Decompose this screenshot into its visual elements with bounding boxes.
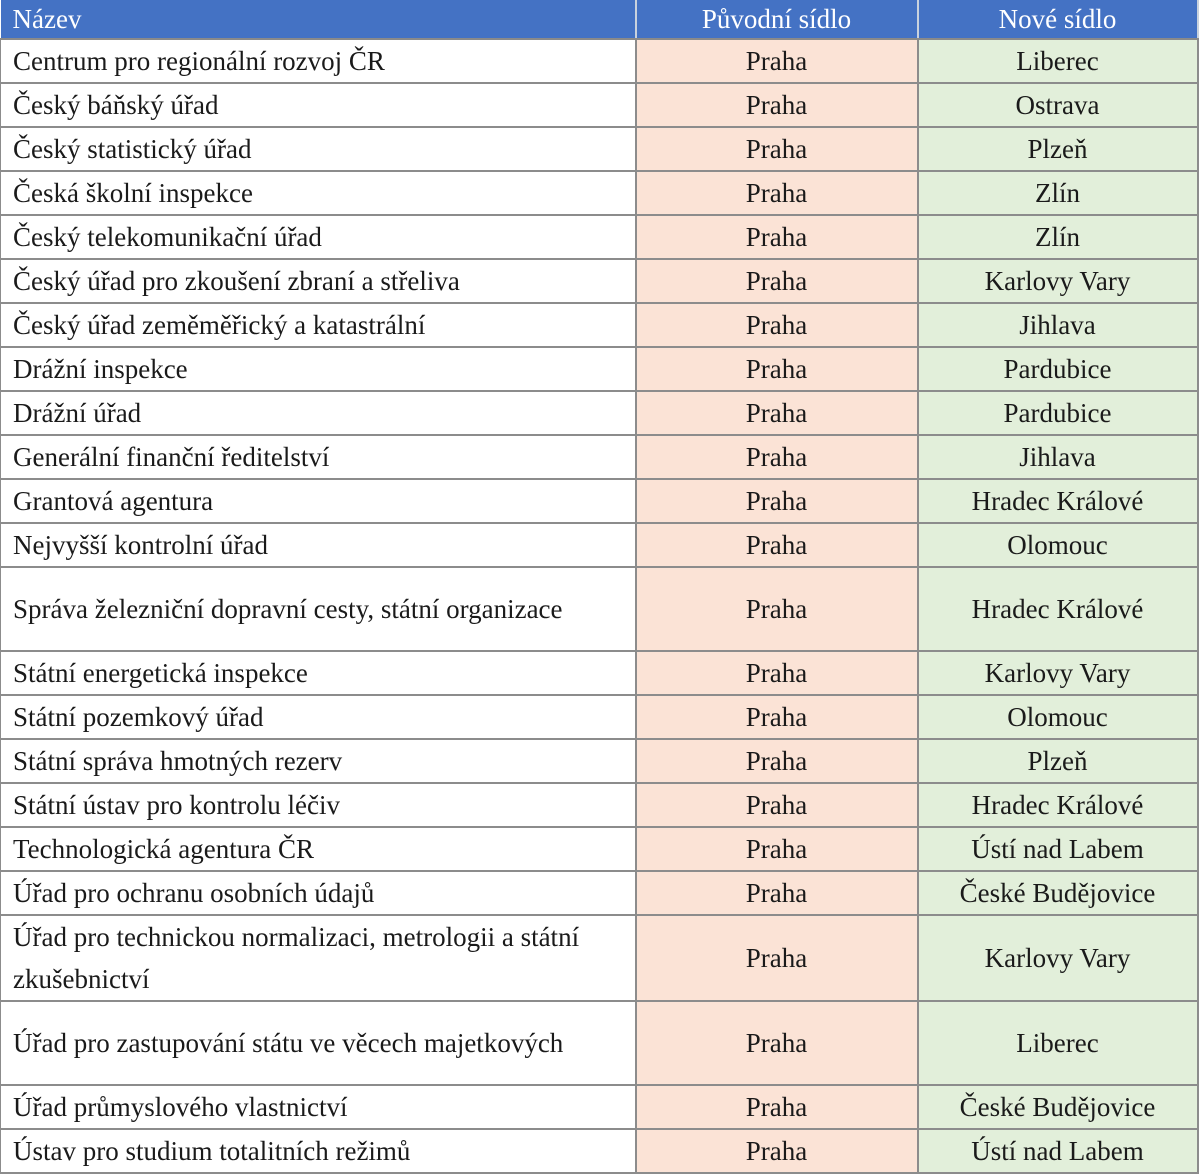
cell-name: Úřad pro ochranu osobních údajů [1,871,636,915]
table-row [1,871,1198,915]
cell-new-seat: Ostrava [918,83,1198,127]
table-row [1,39,1198,83]
table-row [1,567,1198,651]
cell-original-seat: Praha [636,83,918,127]
cell-new-seat: Hradec Králové [918,783,1198,827]
cell-new-seat: Olomouc [918,523,1198,567]
header-new-seat: Nové sídlo [918,0,1198,39]
cell-new-seat: Karlovy Vary [918,259,1198,303]
cell-original-seat: Praha [636,1001,918,1085]
cell-new-seat: Hradec Králové [918,479,1198,523]
cell-new-seat: Karlovy Vary [918,915,1198,1001]
table-row [1,303,1198,347]
cell-new-seat: Plzeň [918,127,1198,171]
table-row [1,127,1198,171]
cell-new-seat: Zlín [918,171,1198,215]
header-row [1,0,1198,39]
table-row [1,215,1198,259]
cell-new-seat: Liberec [918,1001,1198,1085]
cell-name: Český úřad zeměměřický a katastrální [1,303,636,347]
header-original-seat: Původní sídlo [636,0,918,39]
cell-name: Technologická agentura ČR [1,827,636,871]
table-row [1,83,1198,127]
table-row [1,523,1198,567]
cell-new-seat: České Budějovice [918,1085,1198,1129]
cell-original-seat: Praha [636,783,918,827]
cell-new-seat: Olomouc [918,695,1198,739]
cell-name: Nejvyšší kontrolní úřad [1,523,636,567]
cell-name: Česká školní inspekce [1,171,636,215]
cell-new-seat: Hradec Králové [918,567,1198,651]
table-row [1,479,1198,523]
cell-original-seat: Praha [636,523,918,567]
cell-name: Úřad průmyslového vlastnictví [1,1085,636,1129]
table-row [1,695,1198,739]
cell-original-seat: Praha [636,303,918,347]
cell-name: Státní správa hmotných rezerv [1,739,636,783]
table-row [1,827,1198,871]
cell-new-seat: Pardubice [918,391,1198,435]
cell-original-seat: Praha [636,827,918,871]
cell-original-seat: Praha [636,39,918,83]
cell-original-seat: Praha [636,127,918,171]
cell-name: Státní ústav pro kontrolu léčiv [1,783,636,827]
cell-original-seat: Praha [636,915,918,1001]
cell-original-seat: Praha [636,435,918,479]
table-row [1,1085,1198,1129]
cell-new-seat: Karlovy Vary [918,651,1198,695]
cell-name: Správa železniční dopravní cesty, státní organizace [1,567,636,651]
cell-original-seat: Praha [636,347,918,391]
cell-new-seat: České Budějovice [918,871,1198,915]
cell-name: Ústav pro studium totalitních režimů [1,1129,636,1173]
cell-name: Úřad pro technickou normalizaci, metrologii a státní zkušebnictví [1,915,636,1001]
table-row [1,739,1198,783]
cell-name: Státní pozemkový úřad [1,695,636,739]
table-row [1,259,1198,303]
cell-original-seat: Praha [636,1129,918,1173]
cell-name: Drážní inspekce [1,347,636,391]
cell-original-seat: Praha [636,651,918,695]
table-row [1,915,1198,1001]
cell-name: Grantová agentura [1,479,636,523]
table-row [1,783,1198,827]
cell-new-seat: Pardubice [918,347,1198,391]
cell-new-seat: Zlín [918,215,1198,259]
table-row [1,651,1198,695]
cell-name: Drážní úřad [1,391,636,435]
table-row [1,1129,1198,1173]
cell-original-seat: Praha [636,215,918,259]
table-row [1,1001,1198,1085]
cell-name: Státní energetická inspekce [1,651,636,695]
cell-name: Český báňský úřad [1,83,636,127]
cell-original-seat: Praha [636,739,918,783]
cell-original-seat: Praha [636,259,918,303]
cell-name: Centrum pro regionální rozvoj ČR [1,39,636,83]
cell-original-seat: Praha [636,479,918,523]
header-name: Název [1,0,636,39]
cell-new-seat: Ústí nad Labem [918,827,1198,871]
cell-new-seat: Jihlava [918,303,1198,347]
cell-original-seat: Praha [636,695,918,739]
cell-original-seat: Praha [636,391,918,435]
cell-original-seat: Praha [636,567,918,651]
cell-original-seat: Praha [636,871,918,915]
table-row [1,435,1198,479]
table-row [1,391,1198,435]
cell-name: Český statistický úřad [1,127,636,171]
table-row [1,171,1198,215]
table-row [1,347,1198,391]
cell-original-seat: Praha [636,1085,918,1129]
cell-name: Generální finanční ředitelství [1,435,636,479]
cell-name: Úřad pro zastupování státu ve věcech majetkových [1,1001,636,1085]
cell-name: Český úřad pro zkoušení zbraní a střeliva [1,259,636,303]
cell-name: Český telekomunikační úřad [1,215,636,259]
cell-new-seat: Plzeň [918,739,1198,783]
cell-new-seat: Jihlava [918,435,1198,479]
cell-original-seat: Praha [636,171,918,215]
cell-new-seat: Liberec [918,39,1198,83]
cell-new-seat: Ústí nad Labem [918,1129,1198,1173]
